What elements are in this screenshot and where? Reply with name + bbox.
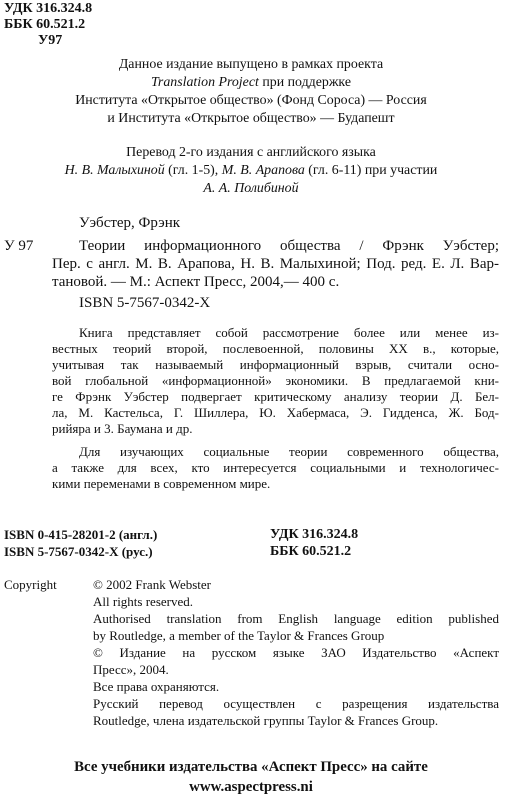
copyright-line-8: Русский перевод осуществлен с разрещения издательства <box>93 696 499 711</box>
translation-note-line-2 <box>0 164 502 178</box>
copyright-label: Copyright <box>4 577 57 592</box>
catalog-mark: У 97 <box>4 238 34 254</box>
translator-1: Н. В. Малыхиной <box>64 163 165 178</box>
translation-note-line-3: А. А. Полибиной <box>203 181 299 196</box>
annotation-p1-line-2: вестных теорий второй, послевоенной, половины XX в., которые, <box>52 341 499 356</box>
copyright-line-7: Все права охраняются. <box>93 679 220 694</box>
header-code: У97 <box>38 33 63 48</box>
footer-website: www.aspectpress.ni <box>189 779 313 795</box>
copyright-line-6: Пресс», 2004. <box>93 662 169 677</box>
footer-line-1: Все учебники издательства «Аспект Пресс» на сайте <box>74 759 428 775</box>
translator-2-chapters: (гл. 6-11) при участии <box>304 163 438 178</box>
translation-note-line-1: Перевод 2-го издания с английского языка <box>126 145 376 160</box>
translation-project-name: Translation Project <box>150 75 259 90</box>
edition-note-line-3: Института «Открытое общество» (Фонд Сороса) — Россия <box>75 93 427 108</box>
catalog-author: Уэбстер, Фрэнк <box>79 215 181 231</box>
copyright-line-1: © 2002 Frank Webster <box>93 577 211 592</box>
annotation-p1-line-6: ла, М. Кастельса, Г. Шиллера, Ю. Хабермаса, Э. Гидденса, Ж. Бод- <box>52 405 499 420</box>
annotation-p2-line-1: Для изучающих социальные теории современного общества, <box>79 444 499 459</box>
catalog-line-3: тановой. — М.: Аспект Пресс, 2004,— 400 с. <box>52 274 340 290</box>
edition-note-line-4: и Института «Открытое общество» — Будапешт <box>107 111 395 126</box>
annotation-p1-line-7: рийяра и 3. Баумана и др. <box>52 421 193 436</box>
header-bbk: ББК 60.521.2 <box>4 17 86 32</box>
isbn-english: ISBN 0-415-28201-2 (англ.) <box>4 527 158 542</box>
copyright-line-2: All rights reserved. <box>93 594 194 609</box>
annotation-p1-line-3: учитывая так называемый информационный взрыв, считали осно- <box>52 357 499 372</box>
copyright-line-3: Authorised translation from English language edition published <box>93 611 499 626</box>
edition-note-line-2-rest: при поддержке <box>258 75 351 90</box>
annotation-p2-line-2: а также для всех, кто интересуется социальными и технологичес- <box>52 460 499 475</box>
translator-1-chapters: (гл. 1-5), <box>164 163 222 178</box>
catalog-line-1: Теории информационного общества / Фрэнк Уэбстер; <box>79 238 499 254</box>
codes-udk: УДК 316.324.8 <box>270 527 359 542</box>
edition-note-line-1: Данное издание выпущено в рамках проекта <box>118 57 384 72</box>
copyright-line-9: Routledge, члена издательской группы Taylor & Frances Group. <box>93 713 439 728</box>
header-udk: УДК 316.324.8 <box>4 1 93 16</box>
translator-2: М. В. Арапова <box>221 163 305 178</box>
isbn-russian: ISBN 5-7567-0342-X (рус.) <box>4 544 153 559</box>
annotation-p1-line-4: вой глобальной «информационной» экономики. В предлагаемой кни- <box>52 373 499 388</box>
annotation-p1-line-1: Книга представляет собой рассмотрение более или менее из- <box>79 325 499 340</box>
catalog-line-2: Пер. с англ. М. В. Арапова, Н. В. Малыхиной; Под. ред. Е. Л. Вар- <box>52 256 499 272</box>
catalog-isbn: ISBN 5-7567-0342-X <box>79 295 211 311</box>
copyright-line-4: by Routledge, a member of the Taylor & Frances Group <box>93 628 385 643</box>
annotation-p2-line-3: кими переменами в современном мире. <box>52 476 271 491</box>
edition-note-line-2 <box>0 76 502 90</box>
annotation-p1-line-5: ге Фрэнк Уэбстер подвергает критическому анализу теории Д. Бел- <box>52 389 499 404</box>
copyright-line-5: © Издание на русском языке ЗАО Издательство «Аспект <box>93 645 499 660</box>
codes-bbk: ББК 60.521.2 <box>270 544 352 559</box>
